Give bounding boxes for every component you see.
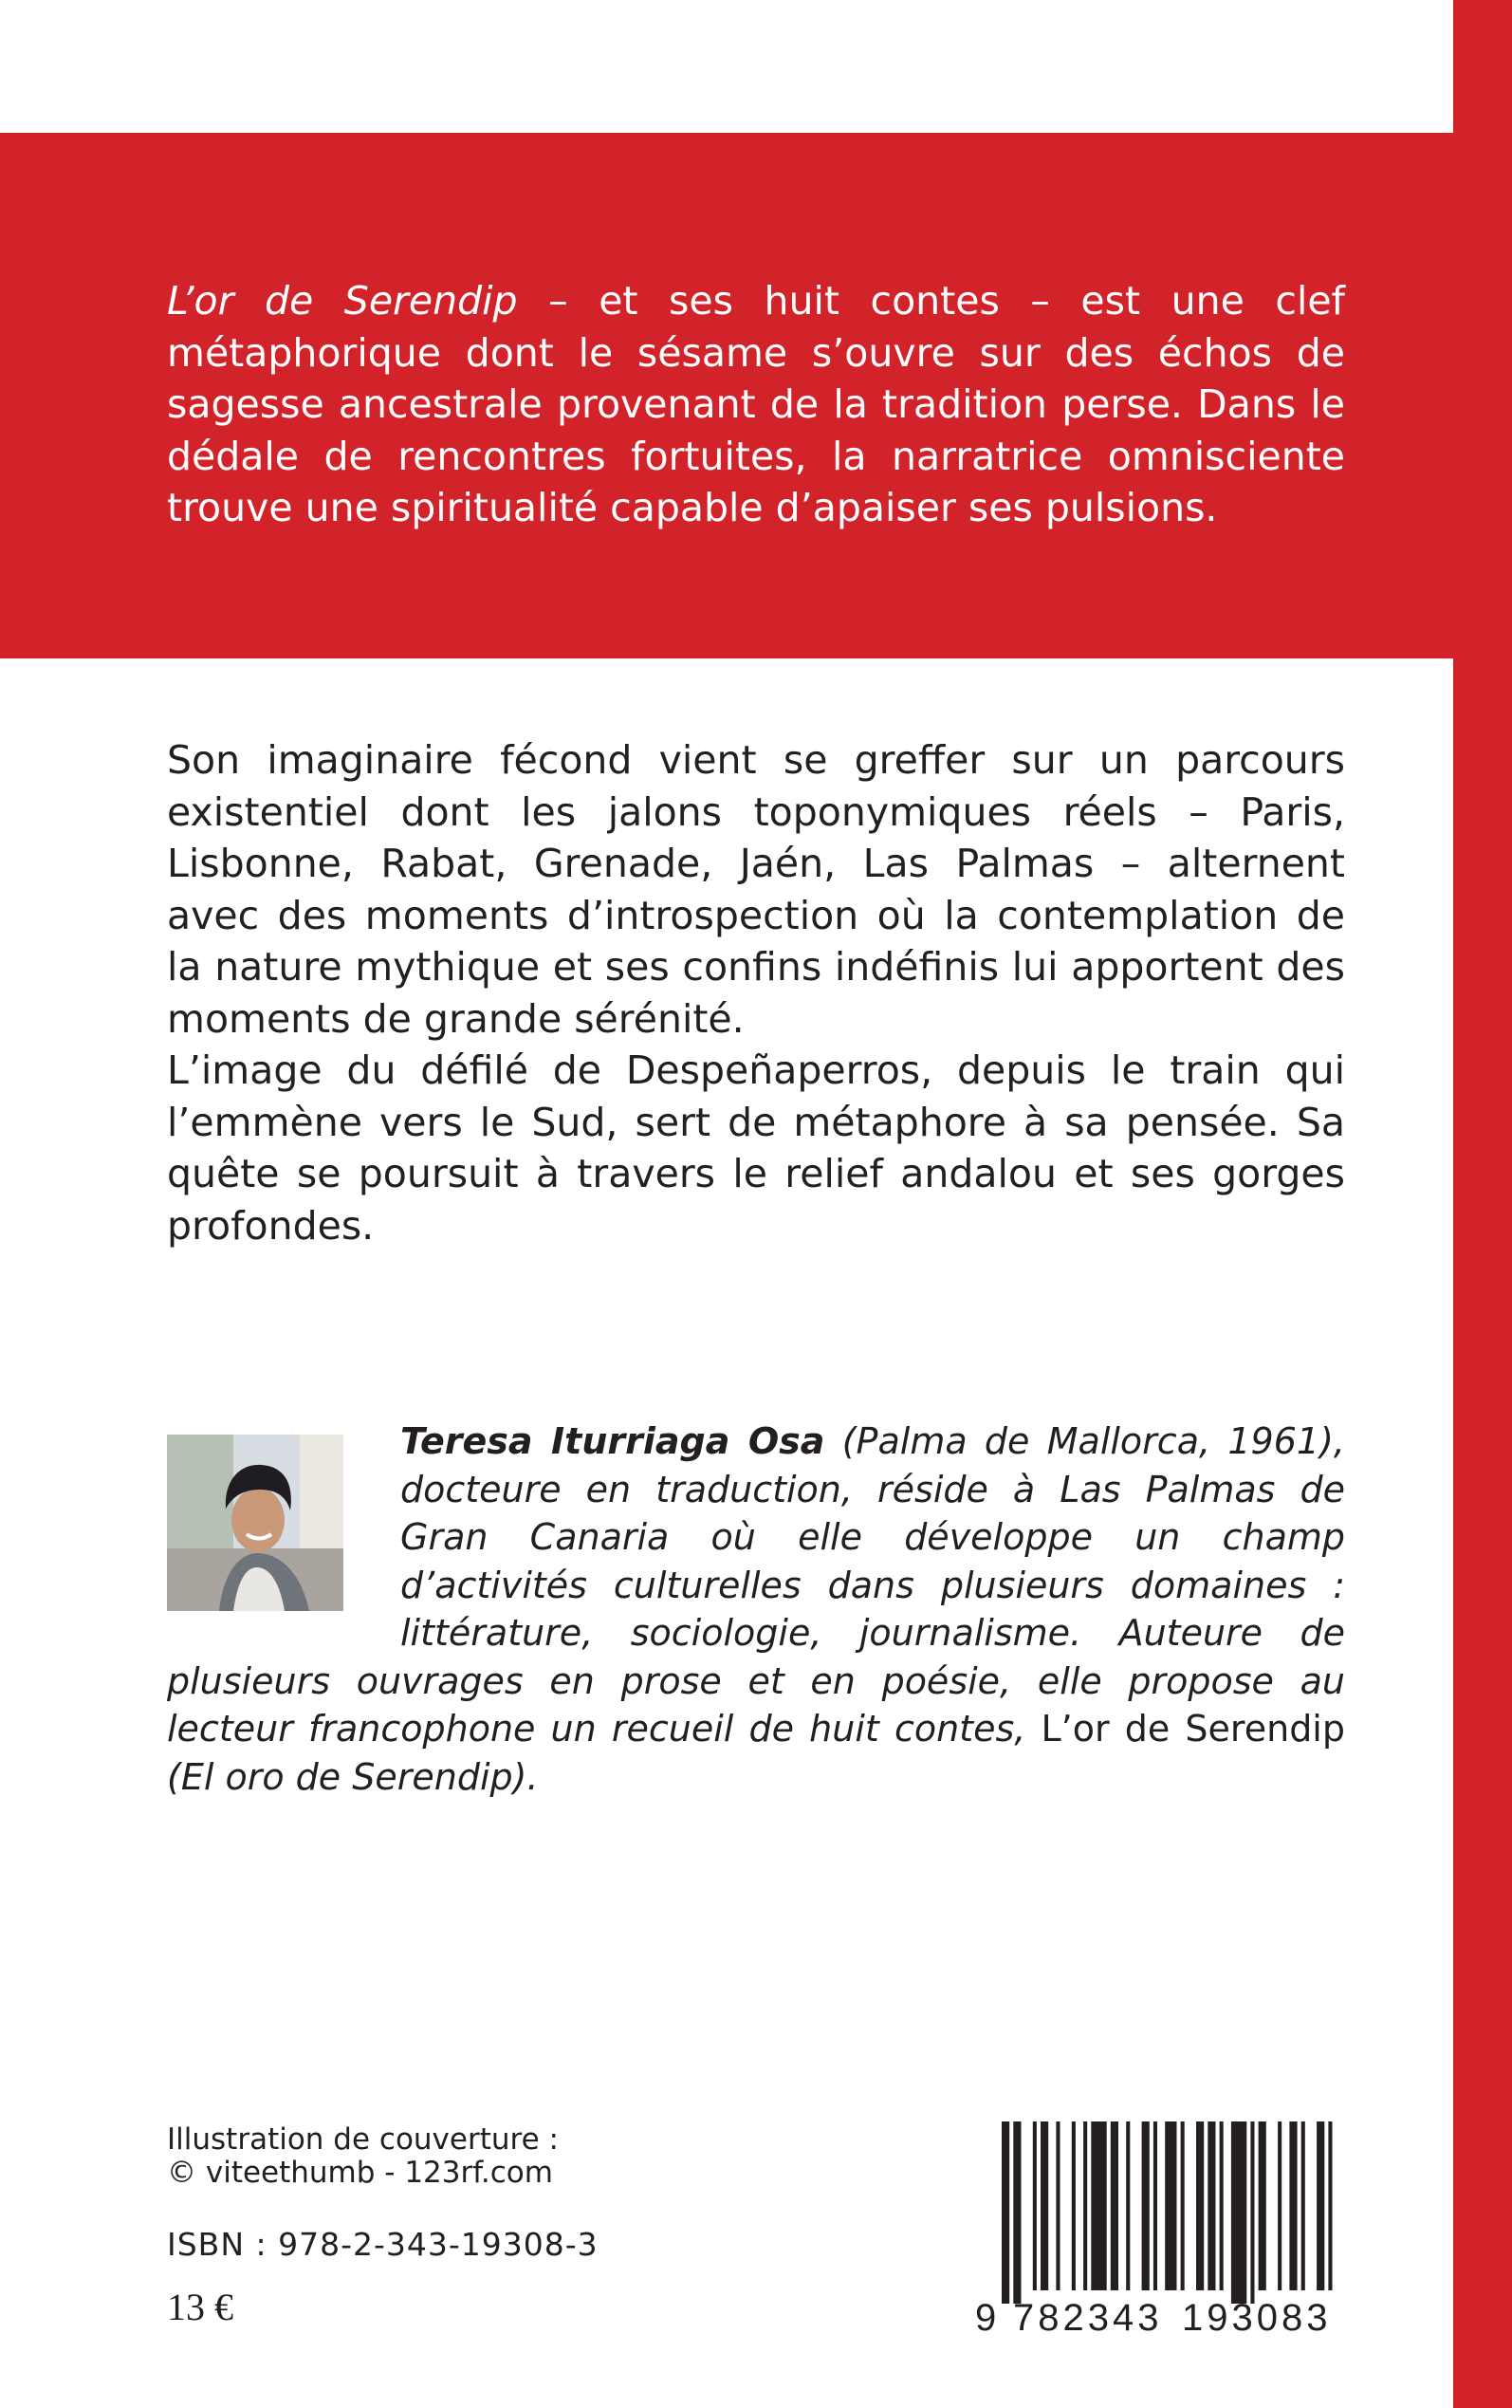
barcode-bar: [1259, 2121, 1266, 2290]
body-paragraph-2: L’image du défilé de Despeñaperros, depuis le train qui l’emmène vers le Sud, sert de métaphore à sa pensée. Sa quête se poursuit à travers le relief andalou et ses gorges profondes.: [167, 1047, 1345, 1249]
barcode-bar: [1013, 2121, 1021, 2304]
barcode-bar: [1033, 2121, 1037, 2290]
barcode-bar: [1126, 2121, 1130, 2290]
barcode-bar: [1301, 2121, 1305, 2290]
barcode-bar: [1056, 2121, 1060, 2290]
barcode-bar: [1289, 2121, 1297, 2290]
body-description: [167, 734, 1345, 1251]
blurb-book-title: L’or de Serendip: [167, 278, 518, 324]
blurb-text: – et ses huit contes – est une clef métaphorique dont le sésame s’ouvre sur des échos de sagesse ancestrale provenant de la tradition perse. Dans le dédale de rencontres fortuites, la narratrice omnisciente trouve une spiritualité capable d’apaiser ses pulsions.: [167, 278, 1345, 530]
barcode-bars: [1002, 2121, 1333, 2304]
barcode-bar: [1220, 2121, 1224, 2290]
photo-spacer: [167, 1417, 400, 1626]
body-paragraph-1: Son imaginaire fécond vient se greffer sur un parcours existentiel dont les jalons toponymiques réels – Paris, Lisbonne, Rabat, Grenade, Jaén, Las Palmas – alternent avec des moments d’introspection où la contemplation de la nature mythique et ses confins indéfinis lui apportent des moments de grande sérénité.: [167, 737, 1345, 1042]
author-original-title: (El oro de Serendip).: [167, 1755, 539, 1798]
barcode-bar: [1250, 2121, 1254, 2304]
barcode-bar: [1278, 2121, 1282, 2290]
author-bio-text: (Palma de Mallorca, 1961), docteure en traduction, réside à Las Palmas de Gran Canaria où elle développe un champ d’activités culturelles dans plusieurs domaines : littérature, sociologie, journalisme. Auteure de plusieurs ouvrages en prose et en poésie, elle propose au lecteur francophone un recueil de huit contes,: [167, 1420, 1345, 1750]
price: 13 €: [167, 2286, 233, 2328]
author-book-title: L’or de Serendip: [1041, 1708, 1345, 1750]
blurb-paragraph: [167, 275, 1345, 534]
credits-line-2: © viteethumb - 123rf.com: [167, 2156, 553, 2190]
barcode-bar: [1083, 2121, 1087, 2290]
barcode-bar: [1208, 2121, 1215, 2290]
barcode-bar: [1196, 2121, 1204, 2290]
author-bio: [167, 1417, 1345, 1801]
barcode-bar: [1002, 2121, 1009, 2304]
cover-credits: [167, 2123, 559, 2190]
credits-line-1: Illustration de couverture :: [167, 2122, 559, 2157]
right-edge-red-bar: [1453, 0, 1512, 2408]
barcode-bar: [1231, 2121, 1246, 2304]
ean13-barcode: [975, 2121, 1355, 2334]
barcode-bar: [1072, 2121, 1076, 2290]
barcode-bar: [1328, 2121, 1332, 2290]
barcode-digits-group-1: 782343: [1013, 2297, 1163, 2334]
isbn-number: ISBN : 978-2-343-19308-3: [167, 2226, 599, 2263]
barcode-bar: [1165, 2121, 1176, 2290]
barcode-bar: [1041, 2121, 1048, 2290]
barcode-bar: [1111, 2121, 1118, 2290]
barcode-bar: [1153, 2121, 1157, 2290]
barcode-digits-group-2: 193083: [1182, 2297, 1332, 2334]
barcode-bar: [1181, 2121, 1185, 2290]
author-name: Teresa Iturriaga Osa: [400, 1420, 825, 1462]
barcode-digit-first: 9: [975, 2297, 997, 2334]
barcode-bar: [1091, 2121, 1106, 2290]
barcode-bar: [1317, 2121, 1324, 2290]
barcode-bar: [1142, 2121, 1150, 2290]
